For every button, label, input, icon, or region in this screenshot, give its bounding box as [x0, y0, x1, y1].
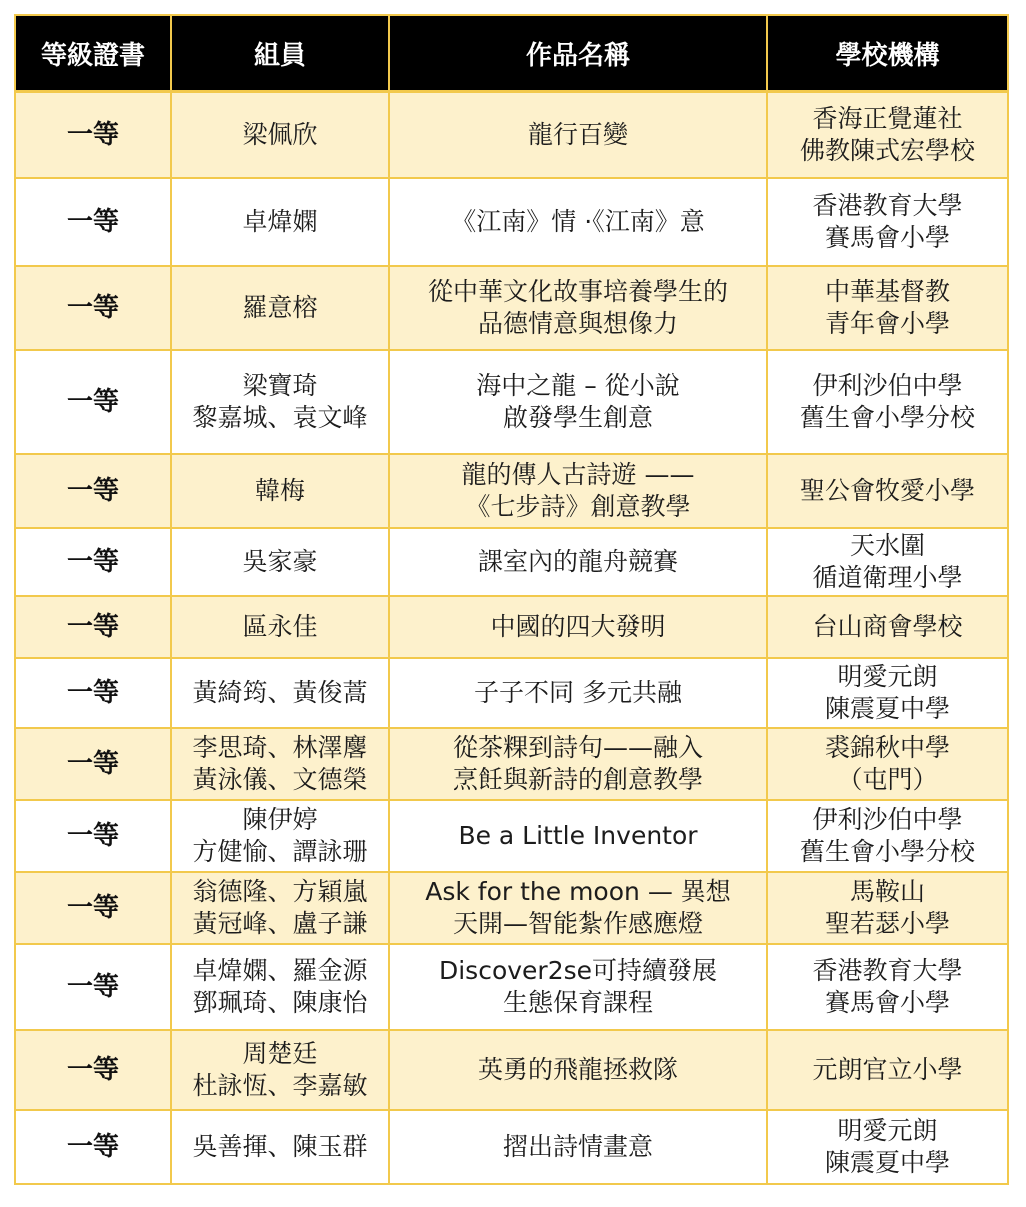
- school-cell: 香港教育大學 賽馬會小學: [767, 944, 1008, 1030]
- work-title-cell: 龍行百變: [389, 92, 767, 178]
- header-school: 學校機構: [767, 15, 1008, 92]
- table-row: [15, 1030, 1008, 1110]
- work-title-cell: 英勇的飛龍拯救隊: [389, 1030, 767, 1110]
- members-cell: 區永佳: [171, 596, 389, 658]
- header-grade: 等級證書: [15, 15, 171, 92]
- header-work-title: 作品名稱: [389, 15, 767, 92]
- grade-cell: 一等: [15, 944, 171, 1030]
- grade-cell: 一等: [15, 178, 171, 266]
- table-row: [15, 596, 1008, 658]
- work-title-cell: 龍的傳人古詩遊 —— 《七步詩》創意教學: [389, 454, 767, 528]
- table-row: [15, 92, 1008, 178]
- school-cell: 馬鞍山 聖若瑟小學: [767, 872, 1008, 944]
- work-title-cell: 《江南》情 ·《江南》意: [389, 178, 767, 266]
- grade-cell: 一等: [15, 350, 171, 454]
- members-cell: 李思琦、林澤麐 黃泳儀、文德榮: [171, 728, 389, 800]
- grade-cell: 一等: [15, 728, 171, 800]
- school-cell: 聖公會牧愛小學: [767, 454, 1008, 528]
- members-cell: 卓煒嫻: [171, 178, 389, 266]
- grade-cell: 一等: [15, 454, 171, 528]
- school-cell: 天水圍 循道衛理小學: [767, 528, 1008, 596]
- work-title-cell: 子子不同 多元共融: [389, 658, 767, 728]
- grade-cell: 一等: [15, 266, 171, 350]
- grade-cell: 一等: [15, 658, 171, 728]
- grade-cell: 一等: [15, 596, 171, 658]
- header-members: 組員: [171, 15, 389, 92]
- school-cell: 台山商會學校: [767, 596, 1008, 658]
- table-row: [15, 1110, 1008, 1184]
- grade-cell: 一等: [15, 92, 171, 178]
- grade-cell: 一等: [15, 1110, 171, 1184]
- table-row: [15, 454, 1008, 528]
- school-cell: 裘錦秋中學 （屯門）: [767, 728, 1008, 800]
- table-row: [15, 800, 1008, 872]
- grade-cell: 一等: [15, 528, 171, 596]
- work-title-cell: 課室內的龍舟競賽: [389, 528, 767, 596]
- members-cell: 黃綺筠、黃俊蒿: [171, 658, 389, 728]
- grade-cell: 一等: [15, 1030, 171, 1110]
- work-title-cell: 從茶粿到詩句——融入 烹飪與新詩的創意教學: [389, 728, 767, 800]
- table-row: [15, 350, 1008, 454]
- school-cell: 伊利沙伯中學 舊生會小學分校: [767, 350, 1008, 454]
- work-title-cell: 海中之龍 – 從小說 啟發學生創意: [389, 350, 767, 454]
- table-row: [15, 658, 1008, 728]
- grade-cell: 一等: [15, 872, 171, 944]
- members-cell: 吳家豪: [171, 528, 389, 596]
- members-cell: 梁佩欣: [171, 92, 389, 178]
- work-title-cell: Discover2se可持續發展 生態保育課程: [389, 944, 767, 1030]
- school-cell: 中華基督教 青年會小學: [767, 266, 1008, 350]
- table-row: [15, 728, 1008, 800]
- school-cell: 明愛元朗 陳震夏中學: [767, 658, 1008, 728]
- header-row: [15, 15, 1008, 92]
- school-cell: 伊利沙伯中學 舊生會小學分校: [767, 800, 1008, 872]
- work-title-cell: 摺出詩情畫意: [389, 1110, 767, 1184]
- school-cell: 明愛元朗 陳震夏中學: [767, 1110, 1008, 1184]
- school-cell: 香港教育大學 賽馬會小學: [767, 178, 1008, 266]
- work-title-cell: 中國的四大發明: [389, 596, 767, 658]
- members-cell: 卓煒嫻、羅金源 鄧珮琦、陳康怡: [171, 944, 389, 1030]
- work-title-cell: Be a Little Inventor: [389, 800, 767, 872]
- grade-cell: 一等: [15, 800, 171, 872]
- members-cell: 梁寶琦 黎嘉城、袁文峰: [171, 350, 389, 454]
- awards-table: [14, 14, 1009, 1185]
- members-cell: 吳善揮、陳玉群: [171, 1110, 389, 1184]
- table-row: [15, 872, 1008, 944]
- table-row: [15, 178, 1008, 266]
- school-cell: 香海正覺蓮社 佛教陳式宏學校: [767, 92, 1008, 178]
- members-cell: 羅意榕: [171, 266, 389, 350]
- work-title-cell: 從中華文化故事培養學生的 品德情意與想像力: [389, 266, 767, 350]
- members-cell: 陳伊婷 方健愉、譚詠珊: [171, 800, 389, 872]
- work-title-cell: Ask for the moon — 異想 天開—智能紮作感應燈: [389, 872, 767, 944]
- members-cell: 周楚廷 杜詠恆、李嘉敏: [171, 1030, 389, 1110]
- table-row: [15, 528, 1008, 596]
- members-cell: 翁德隆、方穎嵐 黃冠峰、盧子謙: [171, 872, 389, 944]
- table-row: [15, 944, 1008, 1030]
- members-cell: 韓梅: [171, 454, 389, 528]
- school-cell: 元朗官立小學: [767, 1030, 1008, 1110]
- table-body: [15, 92, 1008, 1184]
- table-row: [15, 266, 1008, 350]
